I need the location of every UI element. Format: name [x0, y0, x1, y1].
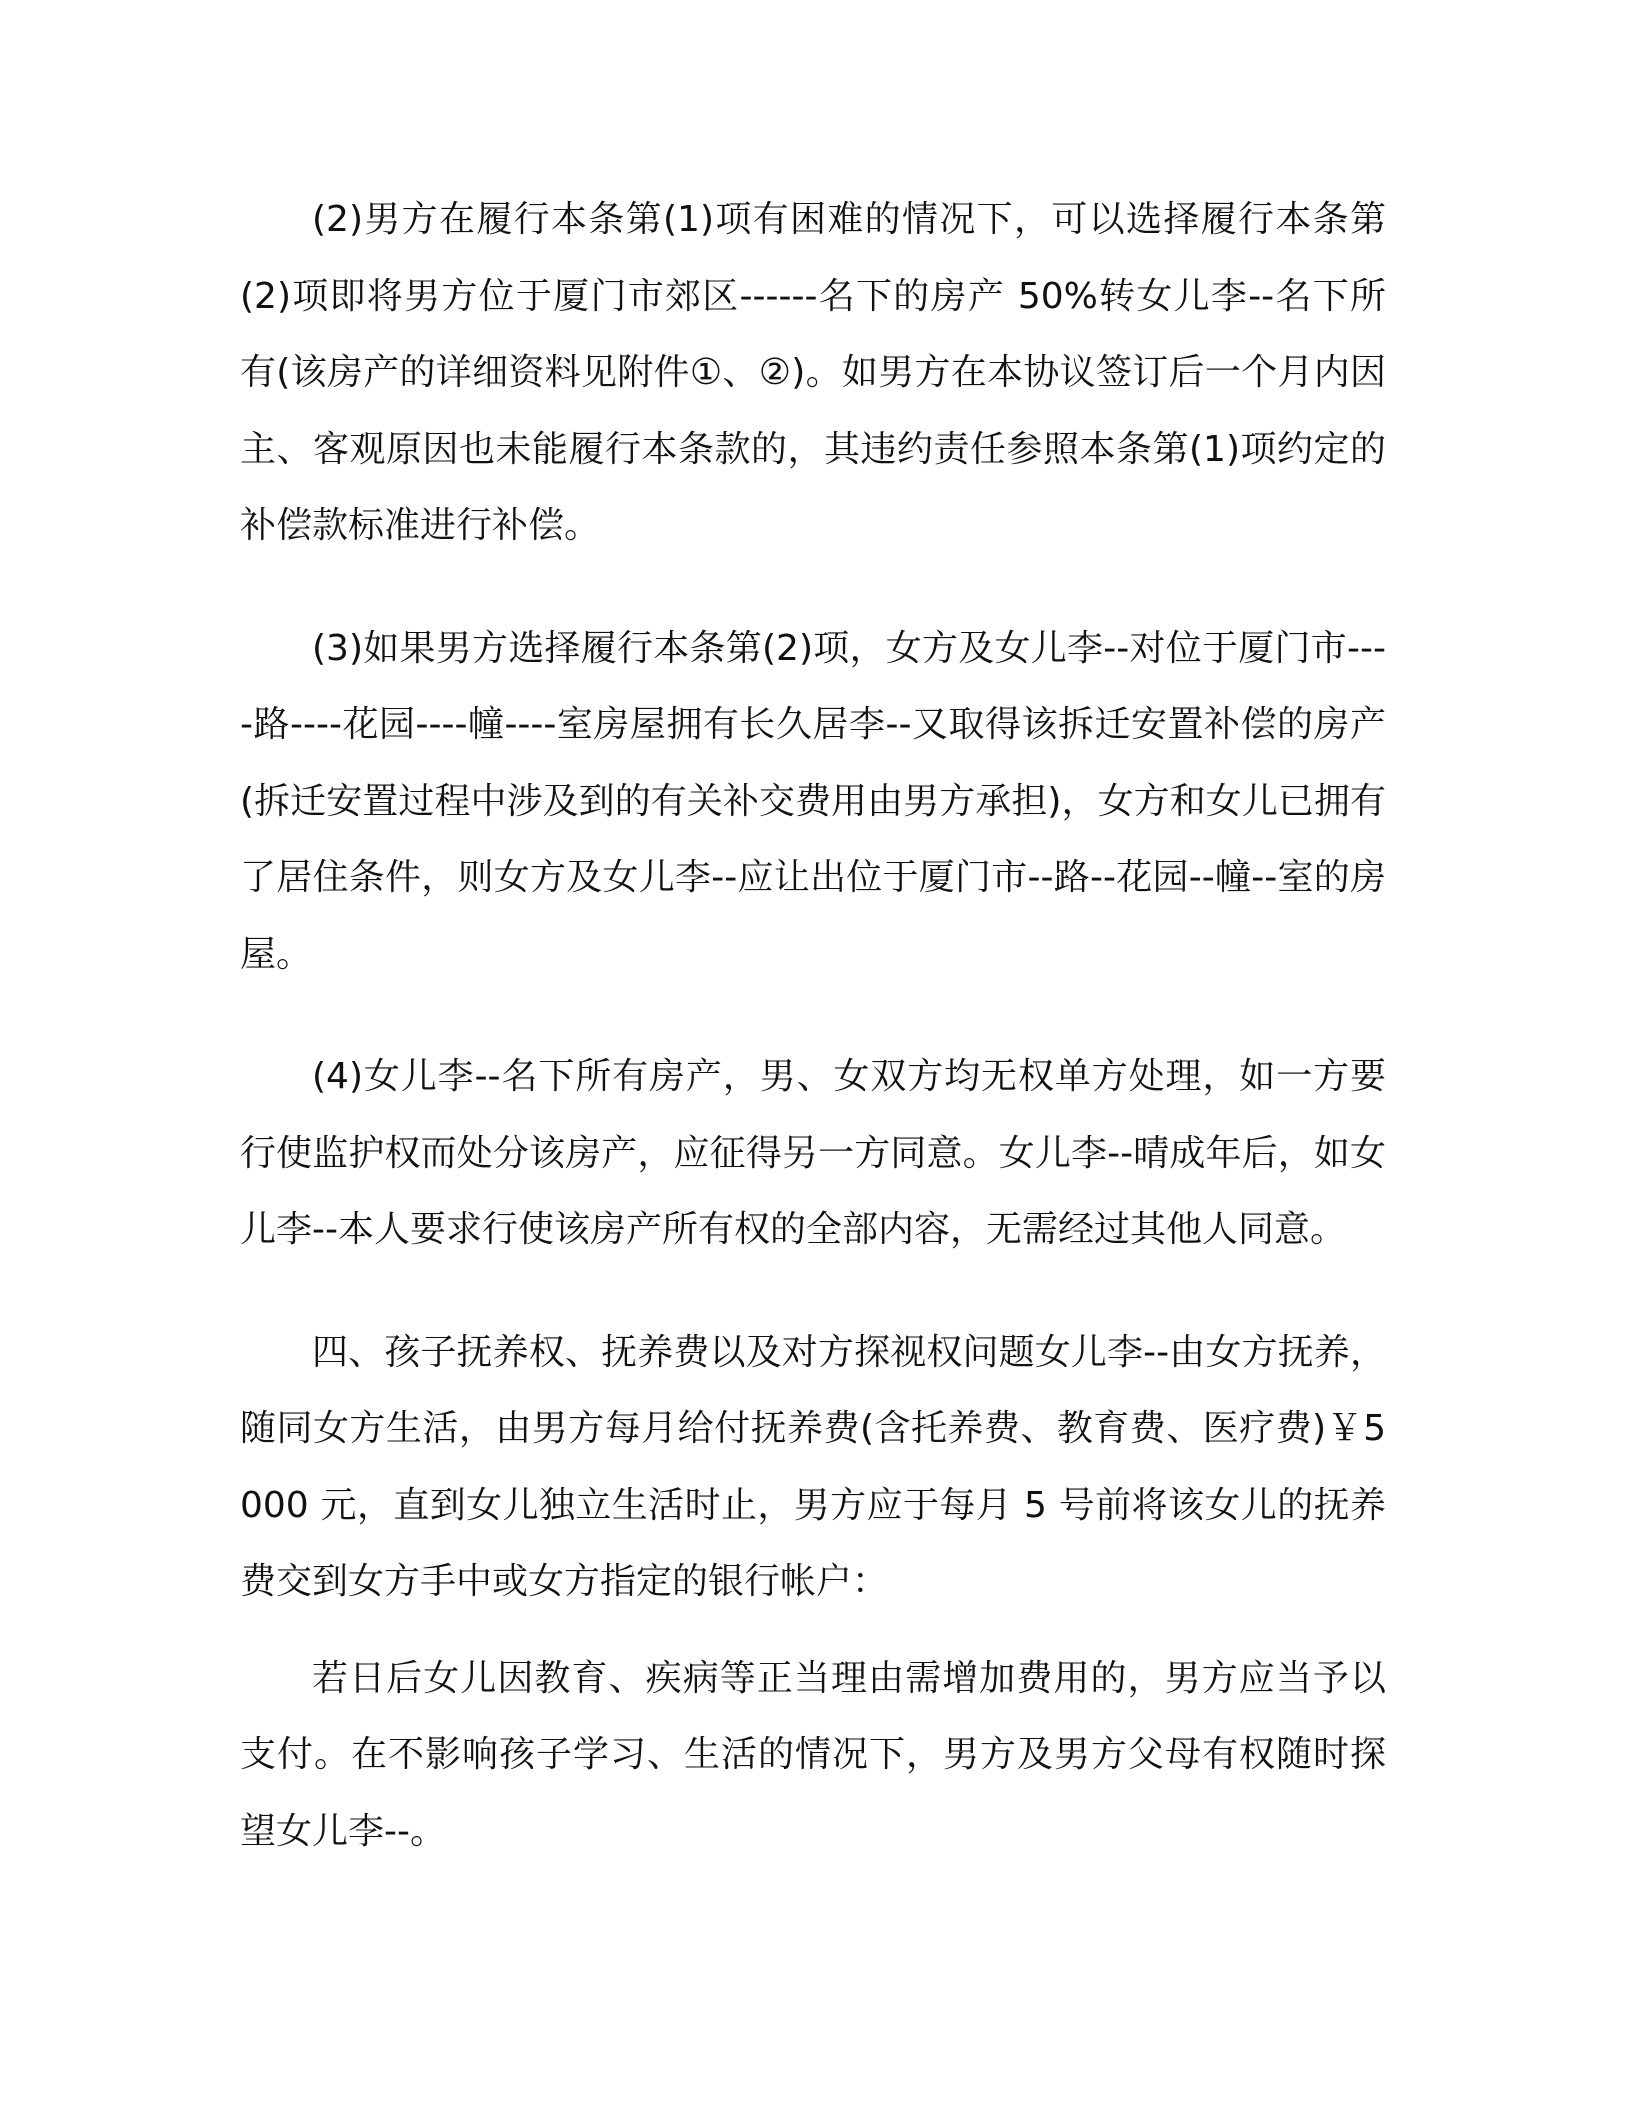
paragraph-clause-4: (4)女儿李--名下所有房产，男、女双方均无权单方处理，如一方要行使监护权而处分该房产，应征得另一方同意。女儿李--晴成年后，如女儿李--本人要求行使该房产所有权的全部内容，无需经过其他人同意。	[240, 1056, 1386, 1250]
paragraph-clause-3: (3)如果男方选择履行本条第(2)项，女方及女儿李--对位于厦门市----路----花园----幢----室房屋拥有长久居李--又取得该拆迁安置补偿的房产(拆迁安置过程中涉及到的有关补交费用由男方承担)，女方和女儿已拥有了居住条件，则女方及女儿李--应让出位于厦门市--路--花园--幢--室的房屋。	[240, 627, 1386, 975]
paragraph-clause-2: (2)男方在履行本条第(1)项有困难的情况下，可以选择履行本条第(2)项即将男方位于厦门市郊区------名下的房产 50%转女儿李--名下所有(该房产的详细资料见附件①、②)。如男方在本协议签订后一个月内因主、客观原因也未能履行本条款的，其违约责任参照本条第(1)项约定的补偿款标准进行补偿。	[240, 199, 1386, 546]
document-page	[240, 182, 1386, 1916]
paragraph-section-four: 四、孩子抚养权、抚养费以及对方探视权问题女儿李--由女方抚养，随同女方生活，由男方每月给付抚养费(含托养费、教育费、医疗费)￥5000 元，直到女儿独立生活时止，男方应于每月 5 号前将该女儿的抚养费交到女方手中或女方指定的银行帐户：	[240, 1331, 1386, 1602]
paragraph-visitation: 若日后女儿因教育、疾病等正当理由需增加费用的，男方应当予以支付。在不影响孩子学习、生活的情况下，男方及男方父母有权随时探望女儿李--。	[240, 1657, 1386, 1852]
